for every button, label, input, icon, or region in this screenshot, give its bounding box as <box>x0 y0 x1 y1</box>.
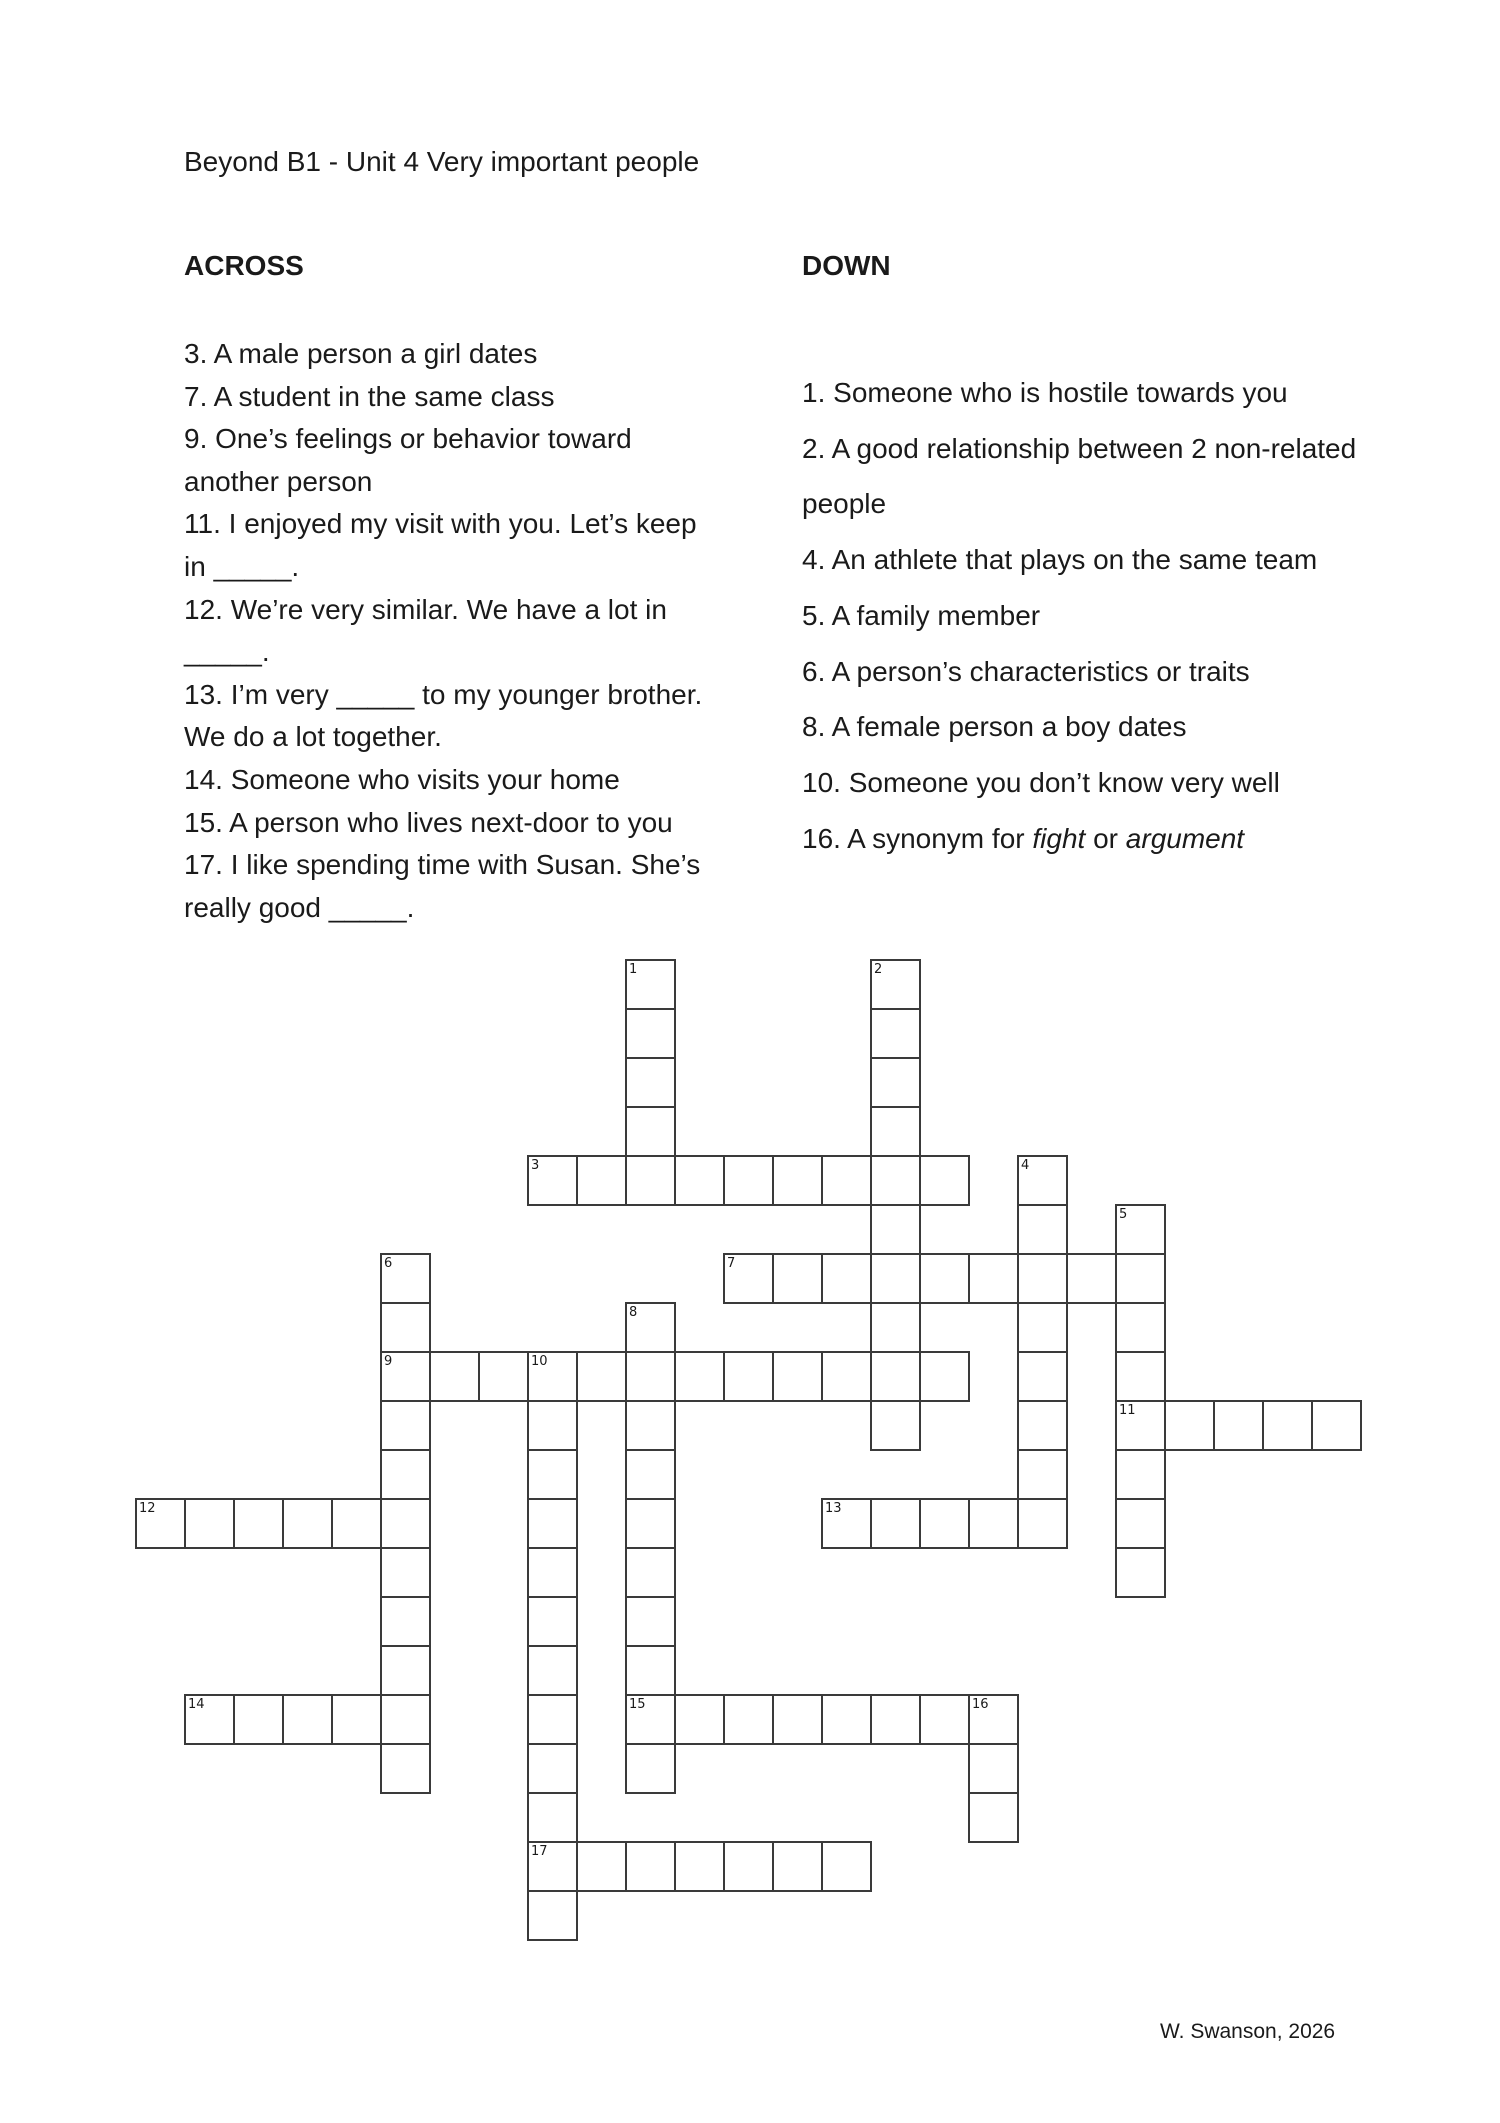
grid-cell[interactable] <box>969 1744 1018 1793</box>
grid-cell[interactable] <box>626 1450 675 1499</box>
grid-cell[interactable] <box>381 1646 430 1695</box>
grid-cell[interactable] <box>969 1499 1018 1548</box>
grid-cell[interactable] <box>381 1450 430 1499</box>
grid-cell[interactable] <box>234 1499 283 1548</box>
across-clue: 9. One’s feelings or behavior toward another person <box>184 423 632 497</box>
grid-cell[interactable] <box>822 1254 871 1303</box>
down-clue: 6. A person’s characteristics or traits <box>802 655 1250 687</box>
grid-cell[interactable] <box>871 1401 920 1450</box>
down-clue: 4. An athlete that plays on the same team <box>802 544 1318 576</box>
grid-cell[interactable] <box>724 1695 773 1744</box>
across-clue: 12. We’re very similar. We have a lot in _____. <box>184 593 667 668</box>
grid-clue-number: 10 <box>531 1354 548 1369</box>
grid-cell[interactable] <box>871 1303 920 1352</box>
across-clue: 13. I’m very _____ to my younger brother. We do a lot together. <box>184 678 703 753</box>
down-clue: 10. Someone you don’t know very well <box>802 766 1280 798</box>
across-clue: 14. Someone who visits your home <box>184 763 620 795</box>
grid-cell[interactable] <box>626 1401 675 1450</box>
grid-clue-number: 1 <box>629 962 638 977</box>
down-clue: 1. Someone who is hostile towards you <box>802 377 1288 408</box>
grid-clue-number: 12 <box>139 1501 156 1516</box>
grid-cell[interactable] <box>871 1058 920 1107</box>
grid-clue-number: 4 <box>1021 1158 1030 1173</box>
grid-cell[interactable] <box>920 1352 969 1401</box>
grid-clue-number: 3 <box>531 1158 540 1173</box>
grid-cell[interactable] <box>1312 1401 1361 1450</box>
grid-cell[interactable] <box>528 1499 577 1548</box>
down-heading: DOWN <box>802 250 891 281</box>
grid-cell[interactable] <box>1116 1254 1165 1303</box>
across-clue: 7. A student in the same class <box>184 380 555 412</box>
grid-cell[interactable] <box>528 1793 577 1842</box>
down-clue: 5. A family member <box>802 599 1041 631</box>
grid-cell[interactable] <box>577 1156 626 1205</box>
grid-cell[interactable] <box>675 1352 724 1401</box>
grid-cell[interactable] <box>1116 1303 1165 1352</box>
across-clue: 15. A person who lives next-door to you <box>184 806 673 838</box>
grid-cell[interactable] <box>1018 1401 1067 1450</box>
grid-cell[interactable] <box>1116 1450 1165 1499</box>
grid-cell[interactable] <box>1116 1352 1165 1401</box>
down-clue: 8. A female person a boy dates <box>802 711 1187 743</box>
grid-cell[interactable] <box>822 1842 871 1891</box>
grid-cell[interactable] <box>626 1744 675 1793</box>
grid-cell[interactable] <box>920 1156 969 1205</box>
grid-cell[interactable] <box>1214 1401 1263 1450</box>
grid-cell[interactable] <box>871 1352 920 1401</box>
grid-cell[interactable] <box>626 1597 675 1646</box>
grid-cell[interactable] <box>528 1695 577 1744</box>
grid-clue-number: 17 <box>531 1844 548 1859</box>
grid-cell[interactable] <box>1067 1254 1116 1303</box>
grid-cell[interactable] <box>871 1107 920 1156</box>
grid-cell[interactable] <box>528 1646 577 1695</box>
grid-clue-number: 5 <box>1119 1207 1128 1222</box>
grid-cell[interactable] <box>1165 1401 1214 1450</box>
grid-cell[interactable] <box>822 1695 871 1744</box>
grid-cell[interactable] <box>1018 1352 1067 1401</box>
down-clue-16-text: A synonym for fight or argument <box>847 822 1245 854</box>
grid-cell[interactable] <box>773 1842 822 1891</box>
grid-cell[interactable] <box>675 1695 724 1744</box>
grid-cell[interactable] <box>528 1401 577 1450</box>
grid-cell[interactable] <box>283 1695 332 1744</box>
grid-cell[interactable] <box>283 1499 332 1548</box>
grid-cell[interactable] <box>724 1842 773 1891</box>
down-clue: 2. A good relationship between 2 non-related people <box>802 432 1357 520</box>
down-clue: 16. A synonym for fight or argument <box>802 822 1245 854</box>
grid-cell[interactable] <box>381 1548 430 1597</box>
grid-cell[interactable] <box>626 1058 675 1107</box>
grid-clue-number: 15 <box>629 1697 646 1712</box>
grid-cell[interactable] <box>1018 1205 1067 1254</box>
grid-cell[interactable] <box>920 1695 969 1744</box>
grid-cell[interactable] <box>479 1352 528 1401</box>
grid-cell[interactable] <box>920 1254 969 1303</box>
grid-cell[interactable] <box>675 1842 724 1891</box>
grid-cell[interactable] <box>871 1156 920 1205</box>
grid-cell[interactable] <box>724 1352 773 1401</box>
grid-cell[interactable] <box>626 1107 675 1156</box>
grid-cell[interactable] <box>528 1597 577 1646</box>
grid-cell[interactable] <box>773 1695 822 1744</box>
grid-cell[interactable] <box>920 1499 969 1548</box>
grid-cell[interactable] <box>871 1499 920 1548</box>
grid-cell[interactable] <box>626 1646 675 1695</box>
grid-cell[interactable] <box>626 1009 675 1058</box>
grid-cell[interactable] <box>822 1156 871 1205</box>
grid-cell[interactable] <box>185 1499 234 1548</box>
grid-cell[interactable] <box>528 1744 577 1793</box>
grid-cell[interactable] <box>1018 1499 1067 1548</box>
grid-cell[interactable] <box>528 1548 577 1597</box>
grid-cell[interactable] <box>773 1254 822 1303</box>
grid-clue-number: 7 <box>727 1256 736 1271</box>
grid-cell[interactable] <box>381 1695 430 1744</box>
grid-cell[interactable] <box>528 1891 577 1940</box>
grid-cell[interactable] <box>430 1352 479 1401</box>
grid-clue-number: 8 <box>629 1305 638 1320</box>
grid-clue-number: 11 <box>1119 1403 1136 1418</box>
grid-cell[interactable] <box>381 1499 430 1548</box>
grid-clue-number: 9 <box>384 1354 393 1369</box>
grid-cell[interactable] <box>381 1303 430 1352</box>
grid-cell[interactable] <box>332 1695 381 1744</box>
grid-cell[interactable] <box>871 1254 920 1303</box>
grid-cell[interactable] <box>871 1205 920 1254</box>
grid-cell[interactable] <box>381 1597 430 1646</box>
page-title: Beyond B1 - Unit 4 Very important people <box>184 146 700 177</box>
grid-cell[interactable] <box>969 1793 1018 1842</box>
grid-clue-number: 14 <box>188 1697 205 1712</box>
grid-cell[interactable] <box>1018 1450 1067 1499</box>
grid-cell[interactable] <box>969 1254 1018 1303</box>
grid-cell[interactable] <box>1018 1254 1067 1303</box>
grid-cell[interactable] <box>626 1548 675 1597</box>
grid-cell[interactable] <box>626 1842 675 1891</box>
grid-cell[interactable] <box>724 1156 773 1205</box>
grid-cell[interactable] <box>773 1352 822 1401</box>
grid-clue-number: 13 <box>825 1501 842 1516</box>
grid-cell[interactable] <box>675 1156 724 1205</box>
grid-cell[interactable] <box>1263 1401 1312 1450</box>
across-clue: 17. I like spending time with Susan. She’s really good _____. <box>184 849 701 923</box>
grid-cell[interactable] <box>626 1499 675 1548</box>
grid-cell[interactable] <box>1116 1548 1165 1597</box>
grid-cell[interactable] <box>1018 1303 1067 1352</box>
grid-cell[interactable] <box>577 1842 626 1891</box>
grid-cell[interactable] <box>773 1156 822 1205</box>
grid-clue-number: 2 <box>874 962 883 977</box>
grid-cell[interactable] <box>381 1401 430 1450</box>
grid-cell[interactable] <box>332 1499 381 1548</box>
across-clue: 3. A male person a girl dates <box>184 338 538 369</box>
grid-cell[interactable] <box>871 1695 920 1744</box>
grid-cell[interactable] <box>626 1352 675 1401</box>
grid-cell[interactable] <box>1116 1499 1165 1548</box>
author-credit: W. Swanson, 2026 <box>1160 2020 1336 2043</box>
grid-cell[interactable] <box>626 1156 675 1205</box>
grid-cell[interactable] <box>381 1744 430 1793</box>
grid-cell[interactable] <box>234 1695 283 1744</box>
grid-cell[interactable] <box>528 1450 577 1499</box>
grid-cell[interactable] <box>871 1009 920 1058</box>
grid-clue-number: 16 <box>972 1697 989 1712</box>
grid-clue-number: 6 <box>384 1256 393 1271</box>
grid-cell[interactable] <box>577 1352 626 1401</box>
across-heading: ACROSS <box>184 250 304 281</box>
grid-cell[interactable] <box>822 1352 871 1401</box>
across-clue: 11. I enjoyed my visit with you. Let’s keep in _____. <box>184 508 697 582</box>
